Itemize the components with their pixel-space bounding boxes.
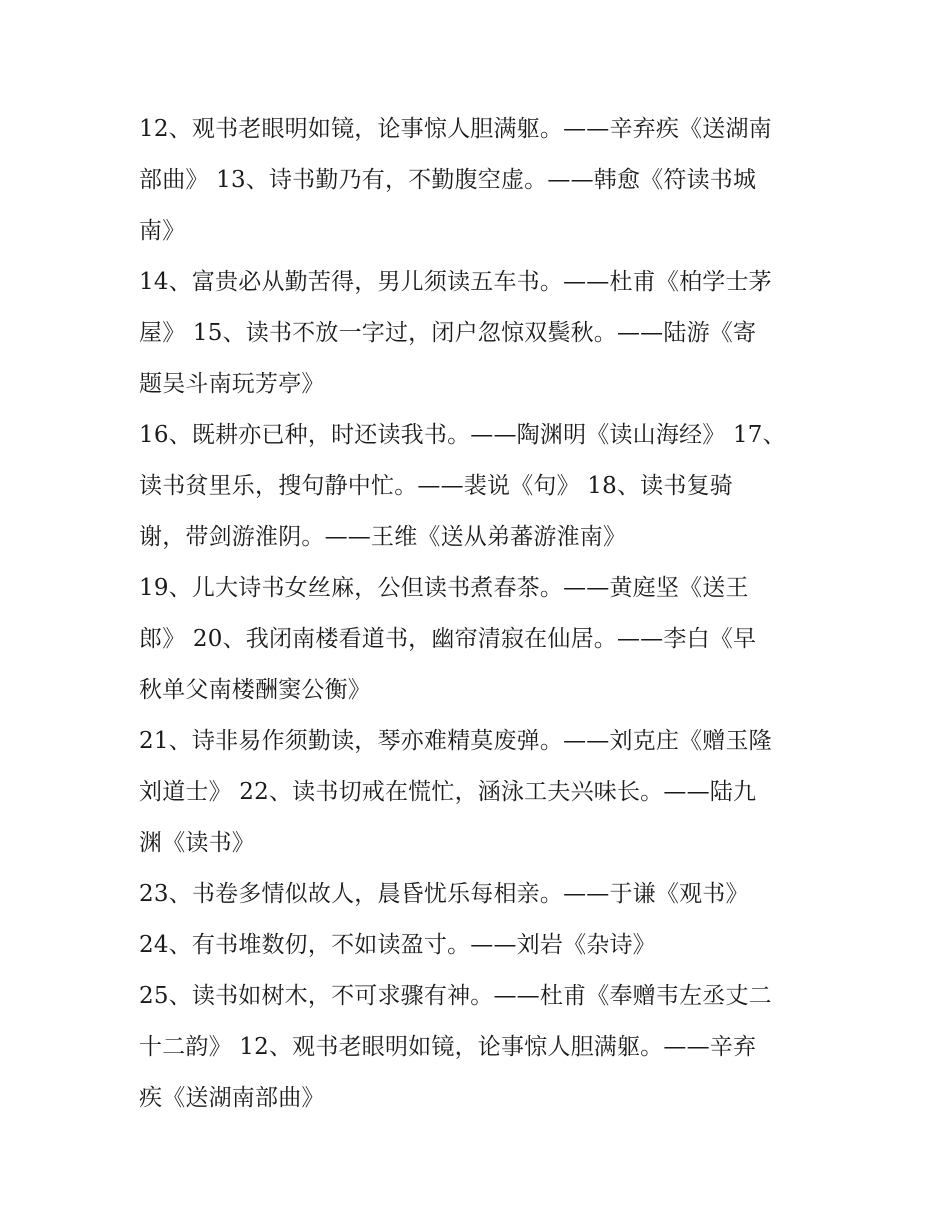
text-line: 刘道士》 22、读书切戒在慌忙，涵泳工夫兴味长。——陆九 xyxy=(139,779,757,805)
text-line: 16、既耕亦已种，时还读我书。——陶渊明《读山海经》 17、 xyxy=(139,422,786,448)
text-line: 屋》 15、读书不放一字过，闭户忽惊双鬓秋。——陆游《寄 xyxy=(139,320,757,346)
text-line: 读书贫里乐，搜句静中忙。——裴说《句》 18、读书复骑 xyxy=(139,473,733,499)
text-line: 郎》 20、我闭南楼看道书，幽帘清寂在仙居。——李白《早 xyxy=(139,626,757,652)
text-line: 12、观书老眼明如镜，论事惊人胆满躯。——辛弃疾《送湖南 xyxy=(139,116,772,142)
text-line: 25、读书如树木，不可求骤有神。——杜甫《奉赠韦左丞丈二 xyxy=(139,983,772,1009)
text-line: 部曲》 13、诗书勤乃有，不勤腹空虚。——韩愈《符读书城 xyxy=(139,167,757,193)
text-line: 疾《送湖南部曲》 xyxy=(139,1085,325,1111)
text-line: 谢，带剑游淮阴。——王维《送从弟蕃游淮南》 xyxy=(139,524,627,550)
quotes-text-block xyxy=(139,104,819,1124)
text-line: 23、书卷多情似故人，晨昏忧乐每相亲。——于谦《观书》 xyxy=(139,881,749,907)
text-line: 19、儿大诗书女丝麻，公但读书煮春茶。——黄庭坚《送王 xyxy=(139,575,749,601)
text-line: 秋单父南楼酬窦公衡》 xyxy=(139,677,371,703)
text-line: 14、富贵必从勤苦得，男儿须读五车书。——杜甫《柏学士茅 xyxy=(139,269,772,295)
text-line: 渊《读书》 xyxy=(139,830,255,856)
text-line: 十二韵》 12、观书老眼明如镜，论事惊人胆满躯。——辛弃 xyxy=(139,1034,757,1060)
text-line: 21、诗非易作须勤读，琴亦难精莫废弹。——刘克庄《赠玉隆 xyxy=(139,728,772,754)
text-line: 24、有书堆数仞，不如读盈寸。——刘岩《杂诗》 xyxy=(139,932,656,958)
text-line: 题吴斗南玩芳亭》 xyxy=(139,371,325,397)
text-line: 南》 xyxy=(139,218,186,244)
